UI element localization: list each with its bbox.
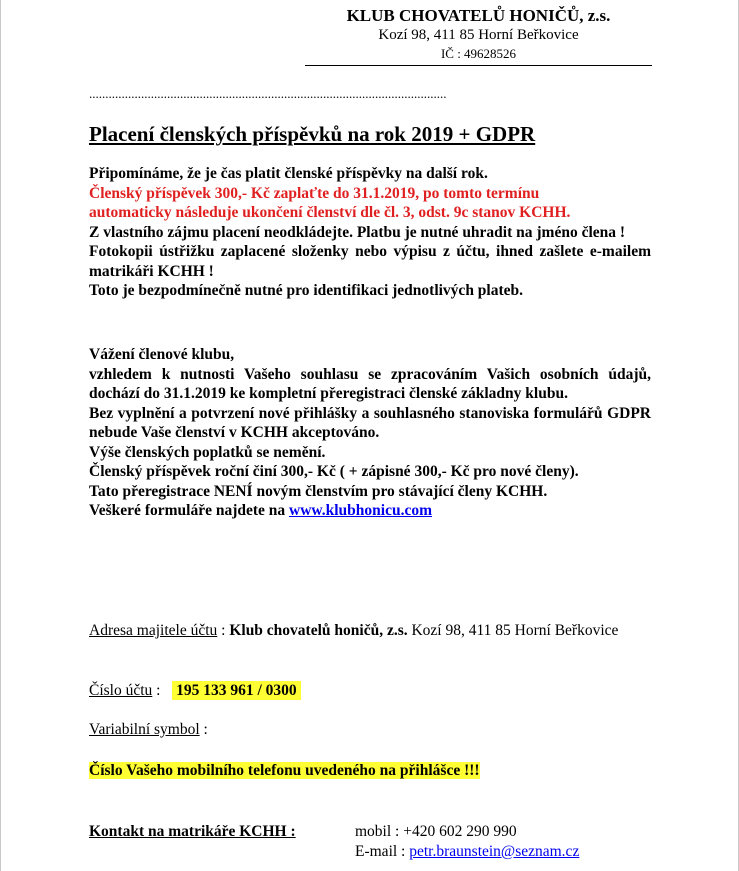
deadline-warning-1: Členský příspěvek 300,- Kč zaplaťte do 31.1.2019, po tomto termínu xyxy=(89,184,540,202)
dotted-separator: .............................................................................................................. xyxy=(89,86,447,101)
contact-values xyxy=(355,822,579,862)
greeting: Vážení členové klubu, xyxy=(89,346,235,363)
phone-note: Číslo Vašeho mobilního telefonu uvedeného na přihlášce !!! xyxy=(89,762,480,779)
identification-line: Toto je bezpodmínečně nutné pro identifikaci jednotlivých plateb. xyxy=(89,282,524,299)
account-label: Číslo účtu xyxy=(89,682,153,699)
org-ico: IČ : 49628526 xyxy=(440,46,517,61)
photocopy-line: Fotokopii ústřižku zaplacené složenky nebo výpisu z účtu, ihned zašlete e-mailem matrikáři KCHH ! xyxy=(89,243,651,280)
phone-note-row xyxy=(89,761,651,781)
account-number: 195 133 961 / 0300 xyxy=(172,681,301,700)
owner-sep: : xyxy=(217,622,230,639)
deadline-warning-2: automaticky následuje ukončení členství dle čl. 3, odst. 9c stanov KCHH. xyxy=(89,204,571,221)
fees-unchanged: Výše členských poplatků se nemění. xyxy=(89,443,326,461)
paragraph-reminder xyxy=(89,164,651,301)
annual-fee: Členský příspěvek roční činí 300,- Kč ( + zápisné 300,- Kč pro nové členy). xyxy=(89,463,579,480)
owner-name: Klub chovatelů honičů, z.s. xyxy=(229,622,408,639)
account-sep: : xyxy=(152,682,173,699)
website-link[interactable]: www.klubhonicu.com xyxy=(289,502,433,519)
page-border-left xyxy=(0,0,1,871)
owner-address: Kozí 98, 411 85 Horní Beřkovice xyxy=(407,622,619,639)
paragraph-gdpr xyxy=(89,345,651,521)
org-name: KLUB CHOVATELŮ HONIČŮ, z.s. xyxy=(346,6,611,25)
email-prefix: E-mail : xyxy=(355,843,410,860)
email-link[interactable]: petr.braunstein@seznam.cz xyxy=(409,843,580,860)
vs-sep: : xyxy=(199,721,208,738)
letterhead xyxy=(305,6,652,62)
forms-line xyxy=(89,501,651,521)
forms-prefix: Veškeré formuláře najdete na xyxy=(89,502,290,519)
form-text: Bez vyplnění a potvrzení nové přihlášky a souhlasného stanoviska formulářů GDPR nebude Vaše členství v KCHH akceptováno. xyxy=(89,404,651,441)
letterhead-divider xyxy=(305,65,652,66)
reminder-line: Připomínáme, že je čas platit členské příspěvky na další rok. xyxy=(89,165,488,182)
vs-label: Variabilní symbol xyxy=(89,721,200,738)
variable-symbol-row xyxy=(89,720,651,740)
contact-label: Kontakt na matrikáře KCHH : xyxy=(89,823,296,840)
document-title: Placení členských příspěvků na rok 2019 + GDPR xyxy=(89,122,536,146)
not-new-membership: Tato přeregistrace NENÍ novým členstvím pro stávající členy KCHH. xyxy=(89,482,548,500)
own-interest-line: Z vlastního zájmu placení neodkládejte. Platbu je nutné uhradit na jméno člena ! xyxy=(89,223,626,241)
contact-mobile: mobil : +420 602 290 990 xyxy=(355,823,517,840)
account-owner-row xyxy=(89,621,651,641)
owner-label: Adresa majitele účtu xyxy=(89,622,218,639)
org-address: Kozí 98, 411 85 Horní Beřkovice xyxy=(378,27,579,43)
gdpr-text: vzhledem k nutnosti Vašeho souhlasu se zpracováním Vašich osobních údajů, dochází do 31.1.2019 ke kompletní přeregistraci členské základny klubu. xyxy=(89,365,651,402)
account-number-row xyxy=(89,681,651,701)
contact-email-line xyxy=(355,842,579,862)
